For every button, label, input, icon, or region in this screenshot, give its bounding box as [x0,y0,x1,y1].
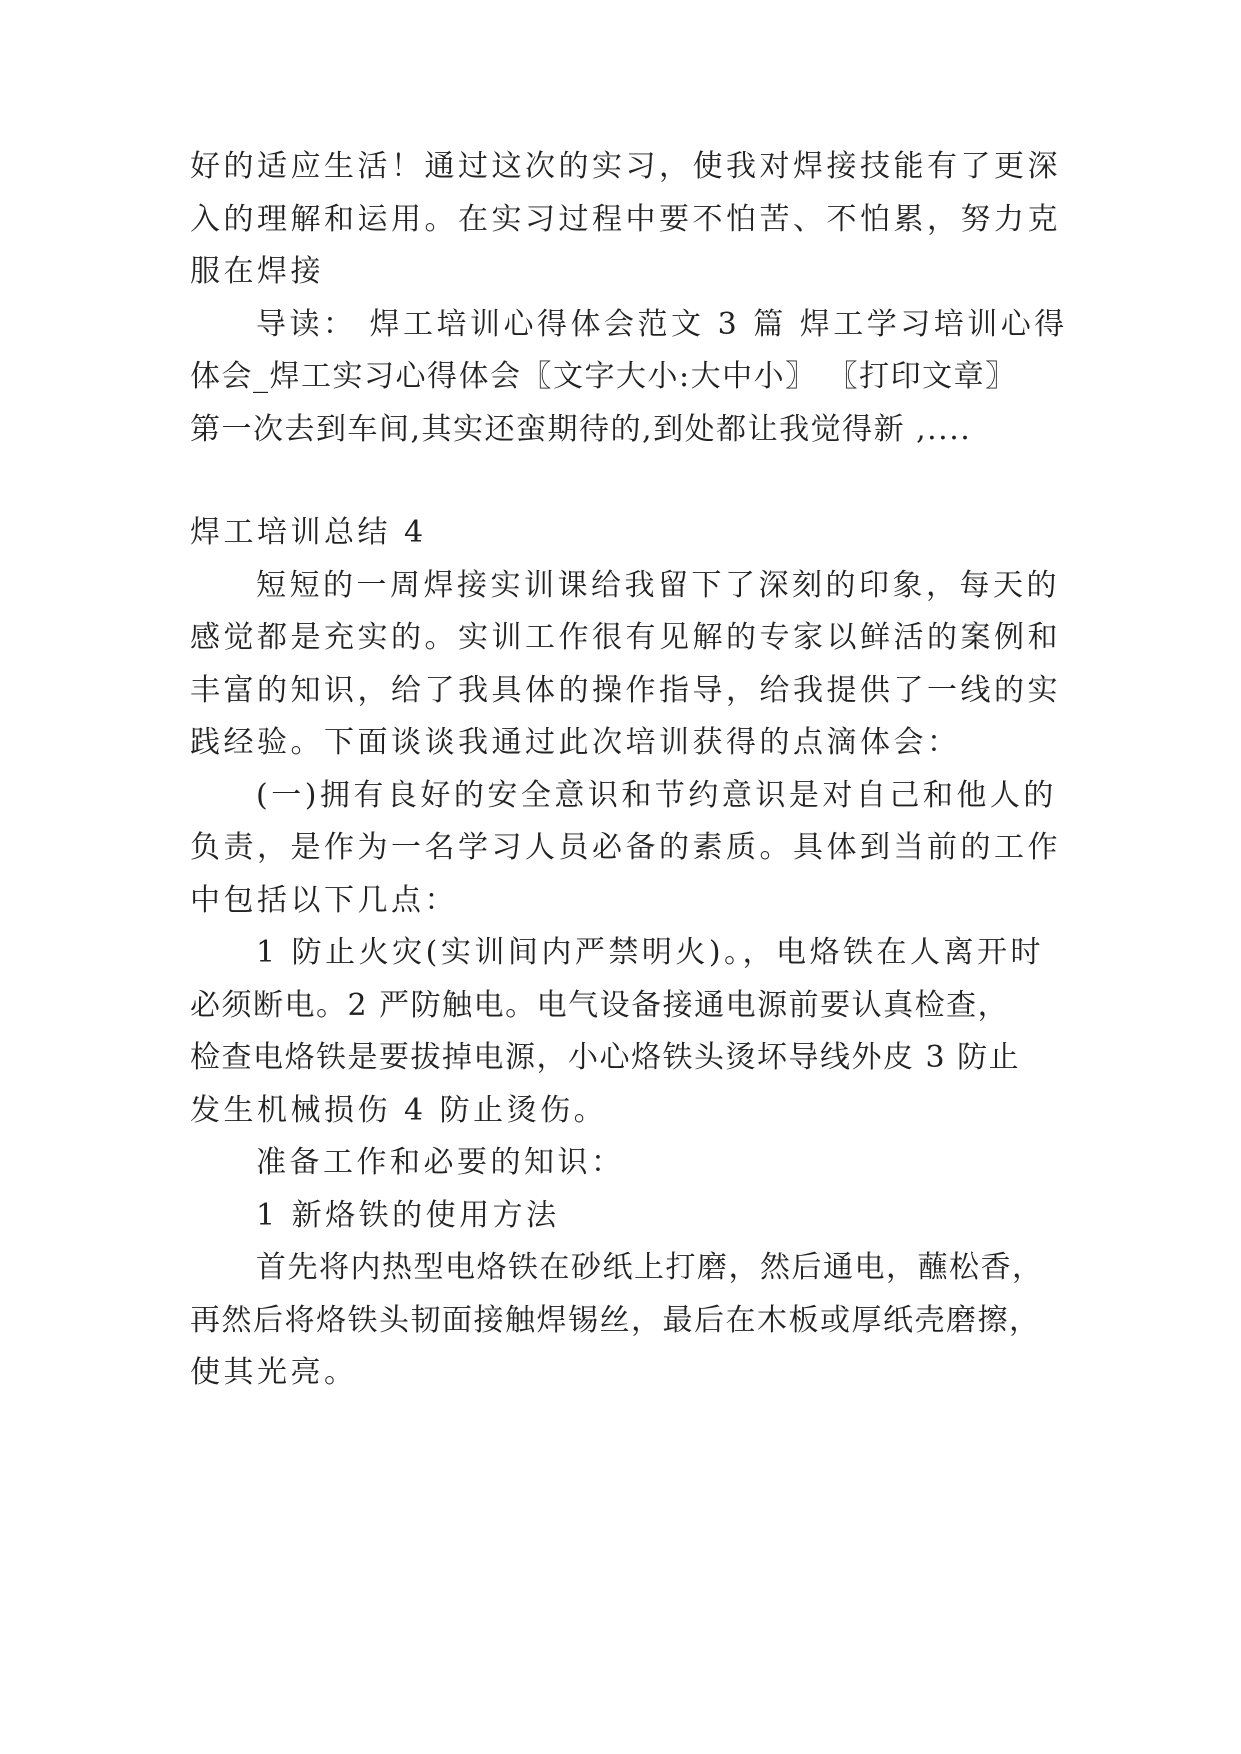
text-line: 使其光亮。 [190,1355,358,1390]
text-line: 短短的一周焊接实训课给我留下了深刻的印象，每天的 [256,568,1060,603]
text-line: 必须断电。2 严防触电。电气设备接通电源前要认真检查， [190,988,1010,1023]
section-title: 焊工培训总结 4 [190,515,427,550]
text-line: 感觉都是充实的。实训工作很有见解的专家以鲜活的案例和 [190,620,1061,655]
text-line: 导读： 焊工培训心得体会范文 3 篇 焊工学习培训心得 [256,307,1068,342]
text-line: 第一次去到车间,其实还蛮期待的,到处都让我觉得新 ,.... [190,412,972,447]
document-page [190,0,1080,1754]
text-line: 丰富的知识，给了我具体的操作指导，给我提供了一线的实 [190,673,1061,708]
text-line: 好的适应生活！通过这次的实习，使我对焊接技能有了更深 [190,149,1061,184]
text-line: 发生机械损伤 4 防止烫伤。 [190,1093,608,1128]
text-line: (一)拥有良好的安全意识和节约意识是对自己和他人的 [256,778,1057,813]
text-line: 服在焊接 [190,254,324,289]
text-line: 再然后将烙铁头韧面接触焊锡丝，最后在木板或厚纸壳磨擦， [190,1303,1041,1338]
text-line: 体会_焊工实习心得体会〖文字大小:大中小〗 〖打印文章〗 [190,359,1017,394]
text-line: 准备工作和必要的知识： [256,1145,625,1180]
text-line: 1 新烙铁的使用方法 [256,1198,560,1233]
text-line: 检查电烙铁是要拔掉电源，小心烙铁头烫坏导线外皮 3 防止 [190,1040,1021,1075]
text-line: 入的理解和运用。在实习过程中要不怕苦、不怕累，努力克 [190,202,1061,237]
text-line: 践经验。下面谈谈我通过此次培训获得的点滴体会： [190,725,961,760]
text-line: 1 防止火灾(实训间内严禁明火)。，电烙铁在人离开时 [256,935,1045,970]
text-line: 首先将内热型电烙铁在砂纸上打磨，然后通电，蘸松香， [256,1250,1044,1285]
text-line: 负责，是作为一名学习人员必备的素质。具体到当前的工作 [190,830,1061,865]
text-line: 中包括以下几点： [190,883,458,918]
